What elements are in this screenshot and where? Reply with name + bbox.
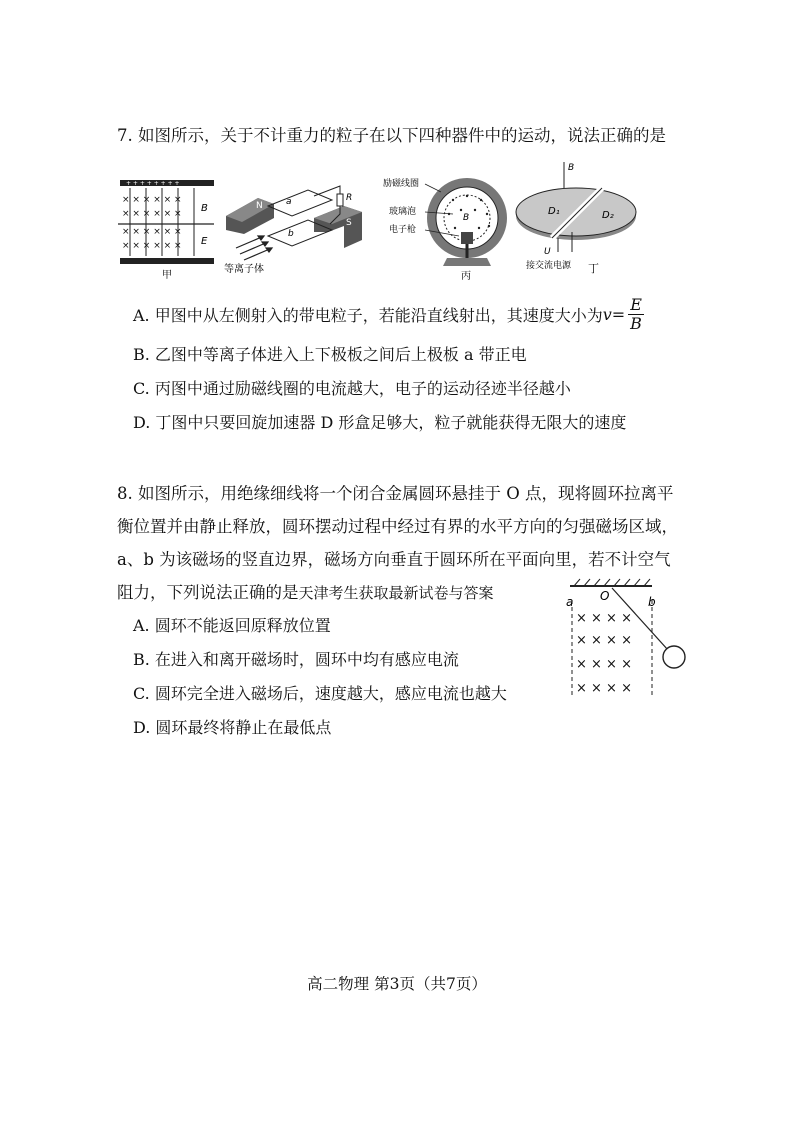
q7-option-b: B. 乙图中等离子体进入上下极板之间后上极板 a 带正电 xyxy=(133,345,527,364)
svg-text:× × × ×: × × × × xyxy=(576,611,632,626)
q8-option-d: D. 圆环最终将静止在最低点 xyxy=(133,718,332,737)
ding-B-label: B xyxy=(568,163,575,173)
q7-option-a-eq: = xyxy=(611,304,626,324)
bing-B-label: B xyxy=(463,213,470,223)
yi-R-label: R xyxy=(346,193,353,203)
jia-E-label: E xyxy=(201,236,208,247)
ding-label: 丁 xyxy=(588,262,599,275)
yi-S-label: S xyxy=(346,218,352,228)
ding-U-label: U xyxy=(544,247,551,257)
q8-stem-text: 阻力，下列说法正确的是 xyxy=(117,583,299,602)
q7-option-a-v: v xyxy=(602,304,612,324)
q8-stem-line-1: 8. 如图所示，用绝缘细线将一个闭合金属圆环悬挂于 O 点，现将圆环拉离平 xyxy=(117,484,674,503)
svg-text:× × × ×: × × × × xyxy=(576,657,632,672)
fraction-numerator: E xyxy=(630,294,642,314)
q8-option-a: A. 圆环不能返回原释放位置 xyxy=(133,616,331,635)
fraction-e-over-b xyxy=(628,296,644,333)
jia-label: 甲 xyxy=(162,270,172,281)
svg-text:× × × × × ×: × × × × × × xyxy=(122,195,182,205)
bing-coil-label: 励磁线圈 xyxy=(383,179,420,189)
q7-option-d: D. 丁图中只要回旋加速器 D 形盒足够大，粒子就能获得无限大的速度 xyxy=(133,413,627,432)
q8-stem-line-2: 衡位置并由静止释放，圆环摆动过程中经过有界的水平方向的匀强磁场区域， xyxy=(117,517,678,536)
bing-gun-label: 电子枪 xyxy=(389,225,417,235)
q8-stem-line-4 xyxy=(117,579,494,603)
yi-N-label: N xyxy=(256,201,263,211)
q7-option-a xyxy=(133,294,644,333)
yi-plasma-label: 等离子体 xyxy=(224,264,264,275)
q7-option-c: C. 丙图中通过励磁线圈的电流越大，电子的运动径迹半径越小 xyxy=(133,379,571,398)
q7-figure-bing xyxy=(383,170,513,286)
q8-O-label: O xyxy=(600,589,610,603)
q8-figure-pendulum xyxy=(560,576,700,704)
q7-figure-jia-yi xyxy=(118,178,378,290)
q7-figure-ding xyxy=(512,158,642,280)
svg-text:× × × × × ×: × × × × × × xyxy=(122,227,182,237)
fraction-denominator: B xyxy=(630,313,642,333)
ding-D1-label: D₁ xyxy=(548,206,560,217)
watermark-text: 天津考生获取最新试卷与答案 xyxy=(298,584,494,602)
bing-label: 丙 xyxy=(461,271,471,282)
q8-a-label: a xyxy=(566,595,574,609)
svg-text:× × × ×: × × × × xyxy=(576,681,632,696)
svg-text:+ + + + + + + +: + + + + + + + + xyxy=(126,180,180,187)
svg-text:× × × × × ×: × × × × × × xyxy=(122,209,182,219)
q8-stem-line-3: a、b 为该磁场的竖直边界，磁场方向垂直于圆环所在平面向里，若不计空气 xyxy=(117,550,671,569)
jia-B-label: B xyxy=(201,203,208,214)
q8-b-label: b xyxy=(648,595,656,609)
yi-b-label: b xyxy=(288,229,294,239)
svg-text:× × × × × ×: × × × × × × xyxy=(122,241,182,251)
q7-option-a-text: A. 甲图中从左侧射入的带电粒子，若能沿直线射出，其速度大小为 xyxy=(133,305,603,325)
yi-a-label: a xyxy=(286,197,292,207)
ding-D2-label: D₂ xyxy=(602,210,614,221)
ding-source-label: 接交流电源 xyxy=(526,261,572,271)
svg-text:× × × ×: × × × × xyxy=(576,633,632,648)
bing-bulb-label: 玻璃泡 xyxy=(389,207,417,217)
page-footer: 高二物理 第3页（共7页） xyxy=(307,975,487,993)
q8-option-b: B. 在进入和离开磁场时，圆环中均有感应电流 xyxy=(133,650,459,669)
q7-stem: 7. 如图所示，关于不计重力的粒子在以下四种器件中的运动，说法正确的是 xyxy=(117,126,666,145)
q8-option-c: C. 圆环完全进入磁场后，速度越大，感应电流也越大 xyxy=(133,684,507,703)
